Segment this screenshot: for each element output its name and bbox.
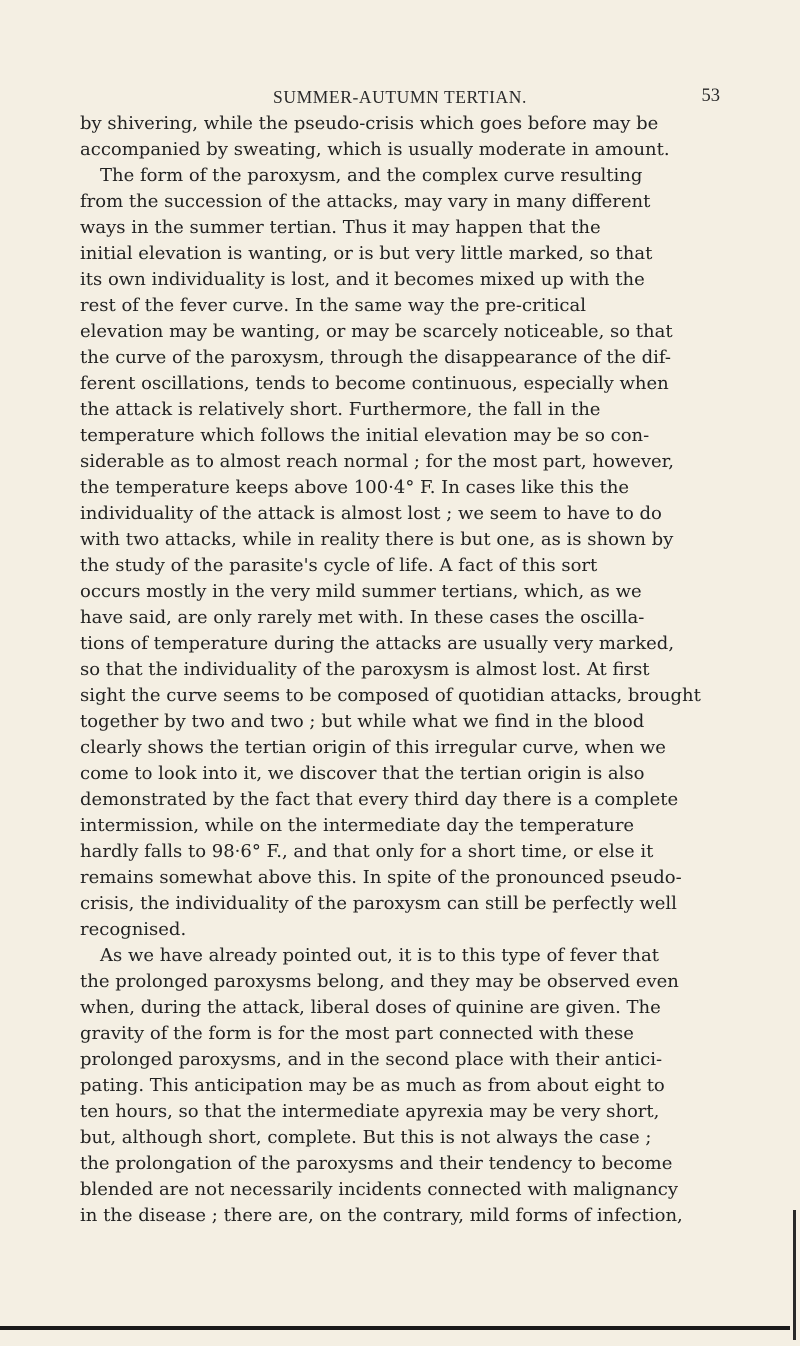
- text-line: prolonged paroxysms, and in the second place with their antici-: [80, 1049, 663, 1070]
- text-line: the temperature keeps above 100·4° F. In cases like this the: [80, 477, 630, 498]
- text-line: gravity of the form is for the most part connected with these: [80, 1023, 634, 1044]
- text-line: sight the curve seems to be composed of quotidian attacks, brought: [80, 685, 701, 706]
- text-line: the study of the parasite's cycle of life. A fact of this sort: [80, 555, 598, 576]
- text-line: ways in the summer tertian. Thus it may happen that the: [80, 217, 601, 238]
- text-line: siderable as to almost reach normal ; for the most part, however,: [80, 451, 675, 472]
- running-title: SUMMER-AUTUMN TERTIAN.: [273, 87, 527, 107]
- paragraph-start-line: As we have already pointed out, it is to this type of fever that: [100, 945, 659, 966]
- text-line: tions of temperature during the attacks are usually very marked,: [80, 633, 675, 654]
- text-line: intermission, while on the intermediate day the temperature: [80, 815, 635, 836]
- text-line: rest of the fever curve. In the same way the pre-critical: [80, 295, 587, 316]
- text-line: pating. This anticipation may be as much as from about eight to: [80, 1075, 665, 1096]
- text-line: the prolonged paroxysms belong, and they may be observed even: [80, 971, 679, 992]
- text-line: crisis, the individuality of the paroxysm can still be perfectly well: [80, 893, 677, 914]
- text-line: the prolongation of the paroxysms and their tendency to become: [80, 1153, 673, 1174]
- text-line: but, although short, complete. But this is not always the case ;: [80, 1127, 652, 1148]
- text-line: demonstrated by the fact that every third day there is a complete: [80, 789, 679, 810]
- text-line: with two attacks, while in reality there is but one, as is shown by: [80, 529, 674, 550]
- text-line: together by two and two ; but while what we find in the blood: [80, 711, 645, 732]
- text-line: its own individuality is lost, and it becomes mixed up with the: [80, 269, 645, 290]
- text-line: so that the individuality of the paroxysm is almost lost. At first: [80, 659, 650, 680]
- text-line: ferent oscillations, tends to become continuous, especially when: [80, 373, 669, 394]
- page-bottom-edge: [0, 1326, 790, 1330]
- text-line: blended are not necessarily incidents connected with malignancy: [80, 1179, 679, 1200]
- page-right-edge: [793, 1210, 796, 1340]
- text-line: recognised.: [80, 919, 187, 940]
- text-line: by shivering, while the pseudo-crisis which goes before may be: [80, 113, 659, 134]
- page-number: 53: [701, 86, 720, 106]
- text-line: in the disease ; there are, on the contrary, mild forms of infection,: [80, 1205, 683, 1226]
- text-line: ten hours, so that the intermediate apyrexia may be very short,: [80, 1101, 660, 1122]
- body-text: [80, 111, 734, 1229]
- text-line: the curve of the paroxysm, through the disappearance of the dif-: [80, 347, 671, 368]
- text-line: have said, are only rarely met with. In these cases the oscilla-: [80, 607, 645, 628]
- text-line: individuality of the attack is almost lost ; we seem to have to do: [80, 503, 662, 524]
- text-line: when, during the attack, liberal doses of quinine are given. The: [80, 997, 661, 1018]
- text-line: occurs mostly in the very mild summer tertians, which, as we: [80, 581, 642, 602]
- text-line: from the succession of the attacks, may vary in many different: [80, 191, 651, 212]
- text-line: hardly falls to 98·6° F., and that only for a short time, or else it: [80, 841, 654, 862]
- text-line: initial elevation is wanting, or is but very little marked, so that: [80, 243, 653, 264]
- text-line: elevation may be wanting, or may be scarcely noticeable, so that: [80, 321, 673, 342]
- text-line: come to look into it, we discover that the tertian origin is also: [80, 763, 645, 784]
- text-line: clearly shows the tertian origin of this irregular curve, when we: [80, 737, 666, 758]
- text-line: remains somewhat above this. In spite of the pronounced pseudo-: [80, 867, 682, 888]
- text-line: temperature which follows the initial elevation may be so con-: [80, 425, 650, 446]
- paragraph-start-line: The form of the paroxysm, and the complex curve resulting: [100, 165, 643, 186]
- text-line: accompanied by sweating, which is usually moderate in amount.: [80, 139, 670, 160]
- text-line: the attack is relatively short. Furthermore, the fall in the: [80, 399, 601, 420]
